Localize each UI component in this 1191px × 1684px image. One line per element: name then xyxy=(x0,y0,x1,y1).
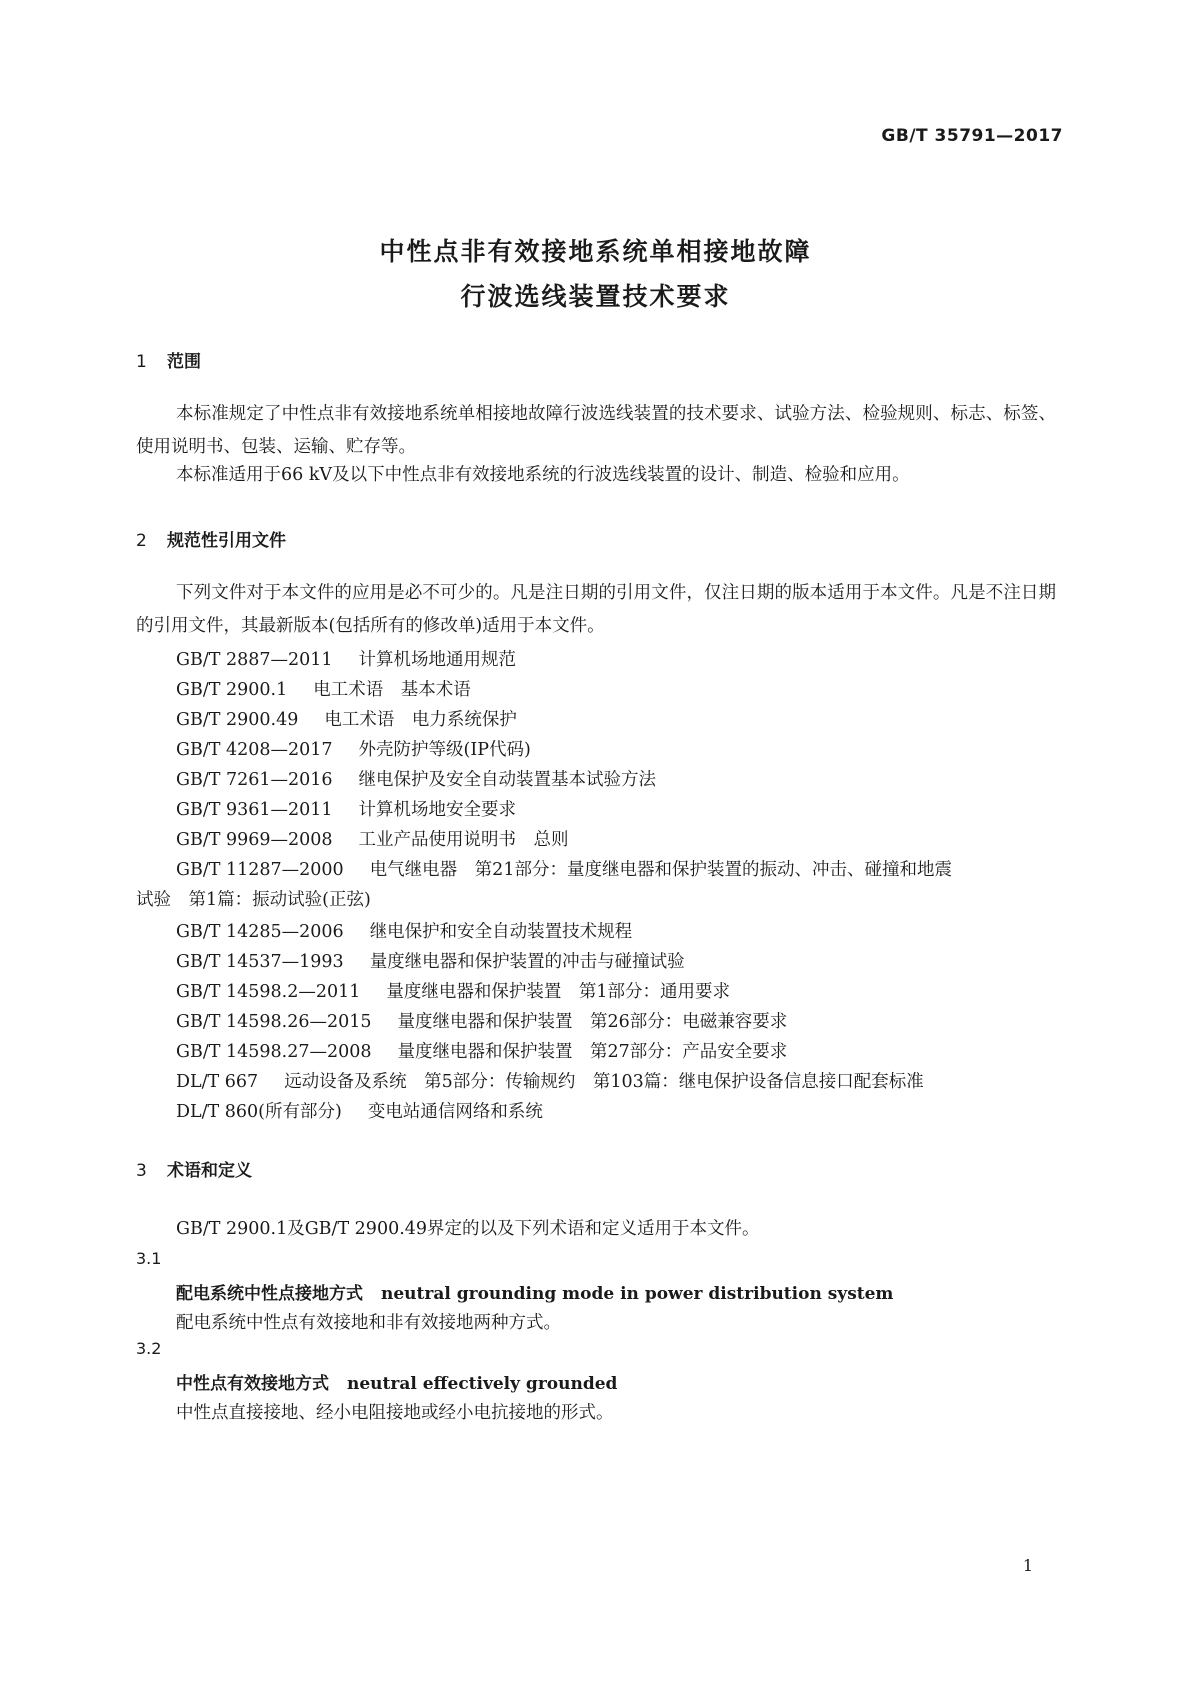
reference-code: GB/T 4208—2017 xyxy=(176,740,333,760)
term-number: 3.2 xyxy=(136,1339,162,1358)
reference-item xyxy=(176,676,471,701)
reference-code: GB/T 9361—2011 xyxy=(176,800,333,820)
reference-title: 远动设备及系统 第5部分：传输规约 第103篇：继电保护设备信息接口配套标准 xyxy=(284,1072,924,1092)
reference-item-continuation xyxy=(136,886,371,911)
document-title-line-2: 行波选线装置技术要求 xyxy=(460,282,731,311)
reference-item xyxy=(176,826,569,851)
reference-title: 工业产品使用说明书 总则 xyxy=(358,830,569,850)
reference-item xyxy=(176,796,516,821)
reference-title: 电气继电器 第21部分：量度继电器和保护装置的振动、冲击、碰撞和地震 xyxy=(369,860,952,880)
section-2-heading xyxy=(136,526,286,551)
reference-code: GB/T 11287—2000 xyxy=(176,860,344,880)
reference-code: GB/T 7261—2016 xyxy=(176,770,333,790)
reference-item xyxy=(176,948,685,973)
term-chinese: 配电系统中性点接地方式 xyxy=(176,1284,363,1304)
section-3-heading xyxy=(136,1156,252,1181)
scope-paragraph-2: 本标准适用于66 kV及以下中性点非有效接地系统的行波选线装置的设计、制造、检验和应用。 xyxy=(176,465,910,485)
reference-item xyxy=(176,646,516,671)
reference-code: GB/T 14285—2006 xyxy=(176,922,344,942)
reference-title: 计算机场地通用规范 xyxy=(358,650,517,670)
reference-code: GB/T 14598.2—2011 xyxy=(176,982,361,1002)
reference-item xyxy=(176,1098,543,1123)
section-number: 3 xyxy=(136,1161,147,1181)
term-heading xyxy=(176,1279,893,1304)
terms-intro: GB/T 2900.1及GB/T 2900.49界定的以及下列术语和定义适用于本文件。 xyxy=(176,1219,760,1239)
reference-item xyxy=(176,1008,787,1033)
reference-title: 量度继电器和保护装置 第1部分：通用要求 xyxy=(386,982,731,1002)
reference-title: 试验 第1篇：振动试验(正弦) xyxy=(136,890,371,910)
reference-title: 电工术语 基本术语 xyxy=(313,680,471,700)
term-number: 3.1 xyxy=(136,1249,162,1268)
reference-code: GB/T 2900.49 xyxy=(176,710,299,730)
section-number: 2 xyxy=(136,531,147,551)
section-title: 规范性引用文件 xyxy=(167,531,286,551)
reference-title: 量度继电器和保护装置的冲击与碰撞试验 xyxy=(369,952,685,972)
reference-title: 继电保护和安全自动装置技术规程 xyxy=(369,922,633,942)
reference-item xyxy=(176,856,952,881)
reference-title: 计算机场地安全要求 xyxy=(358,800,517,820)
reference-code: GB/T 2900.1 xyxy=(176,680,288,700)
term-chinese: 中性点有效接地方式 xyxy=(176,1374,329,1394)
reference-title: 电工术语 电力系统保护 xyxy=(324,710,517,730)
reference-code: GB/T 14598.26—2015 xyxy=(176,1012,372,1032)
reference-title: 量度继电器和保护装置 第26部分：电磁兼容要求 xyxy=(397,1012,788,1032)
section-1-heading xyxy=(136,347,201,372)
section-title: 范围 xyxy=(167,352,201,372)
term-english: neutral effectively grounded xyxy=(347,1374,618,1394)
reference-item xyxy=(176,736,531,761)
section-title: 术语和定义 xyxy=(167,1161,252,1181)
standard-code: GB/T 35791—2017 xyxy=(881,126,1063,146)
term-definition: 中性点直接接地、经小电阻接地或经小电抗接地的形式。 xyxy=(176,1403,614,1423)
reference-item xyxy=(176,1068,924,1093)
reference-item xyxy=(176,1038,787,1063)
reference-code: GB/T 14537—1993 xyxy=(176,952,344,972)
term-definition: 配电系统中性点有效接地和非有效接地两种方式。 xyxy=(176,1313,561,1333)
reference-title: 量度继电器和保护装置 第27部分：产品安全要求 xyxy=(397,1042,788,1062)
reference-item xyxy=(176,978,730,1003)
page-number: 1 xyxy=(1022,1556,1033,1575)
reference-code: GB/T 9969—2008 xyxy=(176,830,333,850)
references-intro: 下列文件对于本文件的应用是必不可少的。凡是注日期的引用文件，仅注日期的版本适用于本文件。凡是不注日期的引用文件，其最新版本(包括所有的修改单)适用于本文件。 xyxy=(136,583,1056,636)
reference-title: 外壳防护等级(IP代码) xyxy=(358,740,531,760)
reference-item xyxy=(176,706,517,731)
document-title-line-1: 中性点非有效接地系统单相接地故障 xyxy=(379,237,812,266)
term-english: neutral grounding mode in power distribution system xyxy=(381,1284,894,1304)
term-heading xyxy=(176,1369,617,1394)
reference-title: 继电保护及安全自动装置基本试验方法 xyxy=(358,770,657,790)
reference-item xyxy=(176,766,656,791)
reference-code: DL/T 860(所有部分) xyxy=(176,1102,342,1122)
reference-item xyxy=(176,918,632,943)
section-number: 1 xyxy=(136,352,147,372)
reference-code: DL/T 667 xyxy=(176,1072,259,1092)
reference-code: GB/T 14598.27—2008 xyxy=(176,1042,372,1062)
reference-title: 变电站通信网络和系统 xyxy=(367,1102,543,1122)
scope-paragraph-1: 本标准规定了中性点非有效接地系统单相接地故障行波选线装置的技术要求、试验方法、检验规则、标志、标签、使用说明书、包装、运输、贮存等。 xyxy=(136,404,1056,457)
reference-code: GB/T 2887—2011 xyxy=(176,650,333,670)
